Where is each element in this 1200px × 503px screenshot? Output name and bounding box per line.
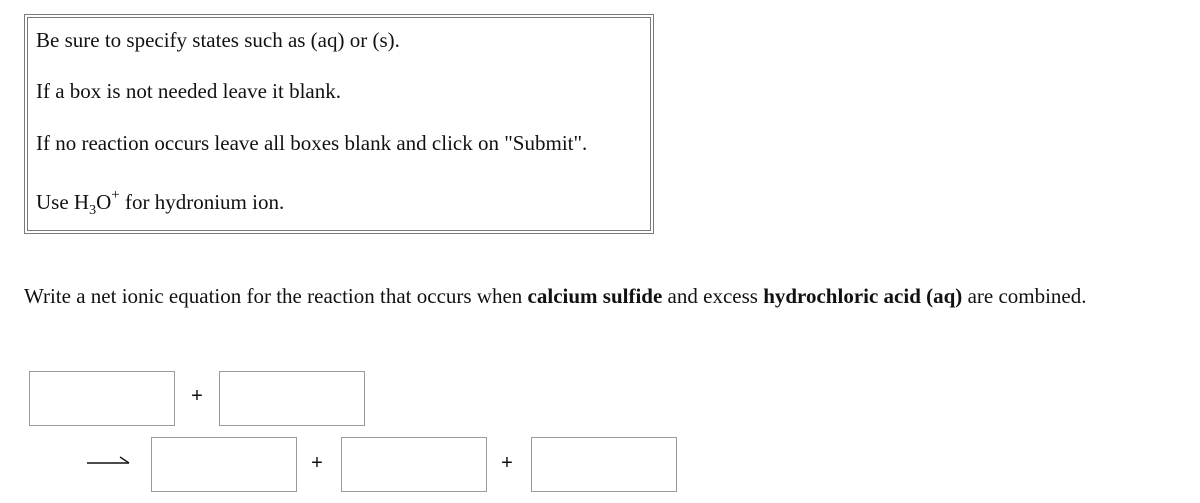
arrow-right-icon — [86, 451, 131, 471]
plus-sign-reactants: + — [191, 385, 203, 407]
instruction-hydronium — [36, 187, 285, 218]
prompt-bold-hydrochloric-acid: hydrochloric acid (aq) — [763, 284, 963, 308]
prompt-text-1: Write a net ionic equation for the reaction that occurs when — [24, 284, 528, 308]
product-input-2[interactable] — [341, 437, 487, 492]
reactant-input-1[interactable] — [29, 371, 175, 426]
instruction-no-reaction: If no reaction occurs leave all boxes blank and click on "Submit". — [36, 131, 588, 155]
instruction-states: Be sure to specify states such as (aq) or (s). — [36, 28, 400, 52]
product-input-1[interactable] — [151, 437, 297, 492]
prompt-text-3: are combined. — [962, 284, 1087, 308]
reactant-input-2[interactable] — [219, 371, 365, 426]
hydronium-superscript: + — [111, 187, 120, 203]
product-input-3[interactable] — [531, 437, 677, 492]
prompt-bold-calcium-sulfide: calcium sulfide — [527, 284, 663, 308]
plus-sign-products-2: + — [501, 452, 513, 474]
prompt-text-2: and excess — [662, 284, 764, 308]
question-prompt — [24, 284, 1087, 309]
hydronium-subscript: 3 — [89, 203, 97, 218]
hydronium-prefix: Use H — [36, 190, 90, 214]
hydronium-suffix: for hydronium ion. — [119, 190, 285, 214]
plus-sign-products-1: + — [311, 452, 323, 474]
instruction-blank-box: If a box is not needed leave it blank. — [36, 79, 341, 103]
hydronium-o: O — [96, 190, 112, 214]
